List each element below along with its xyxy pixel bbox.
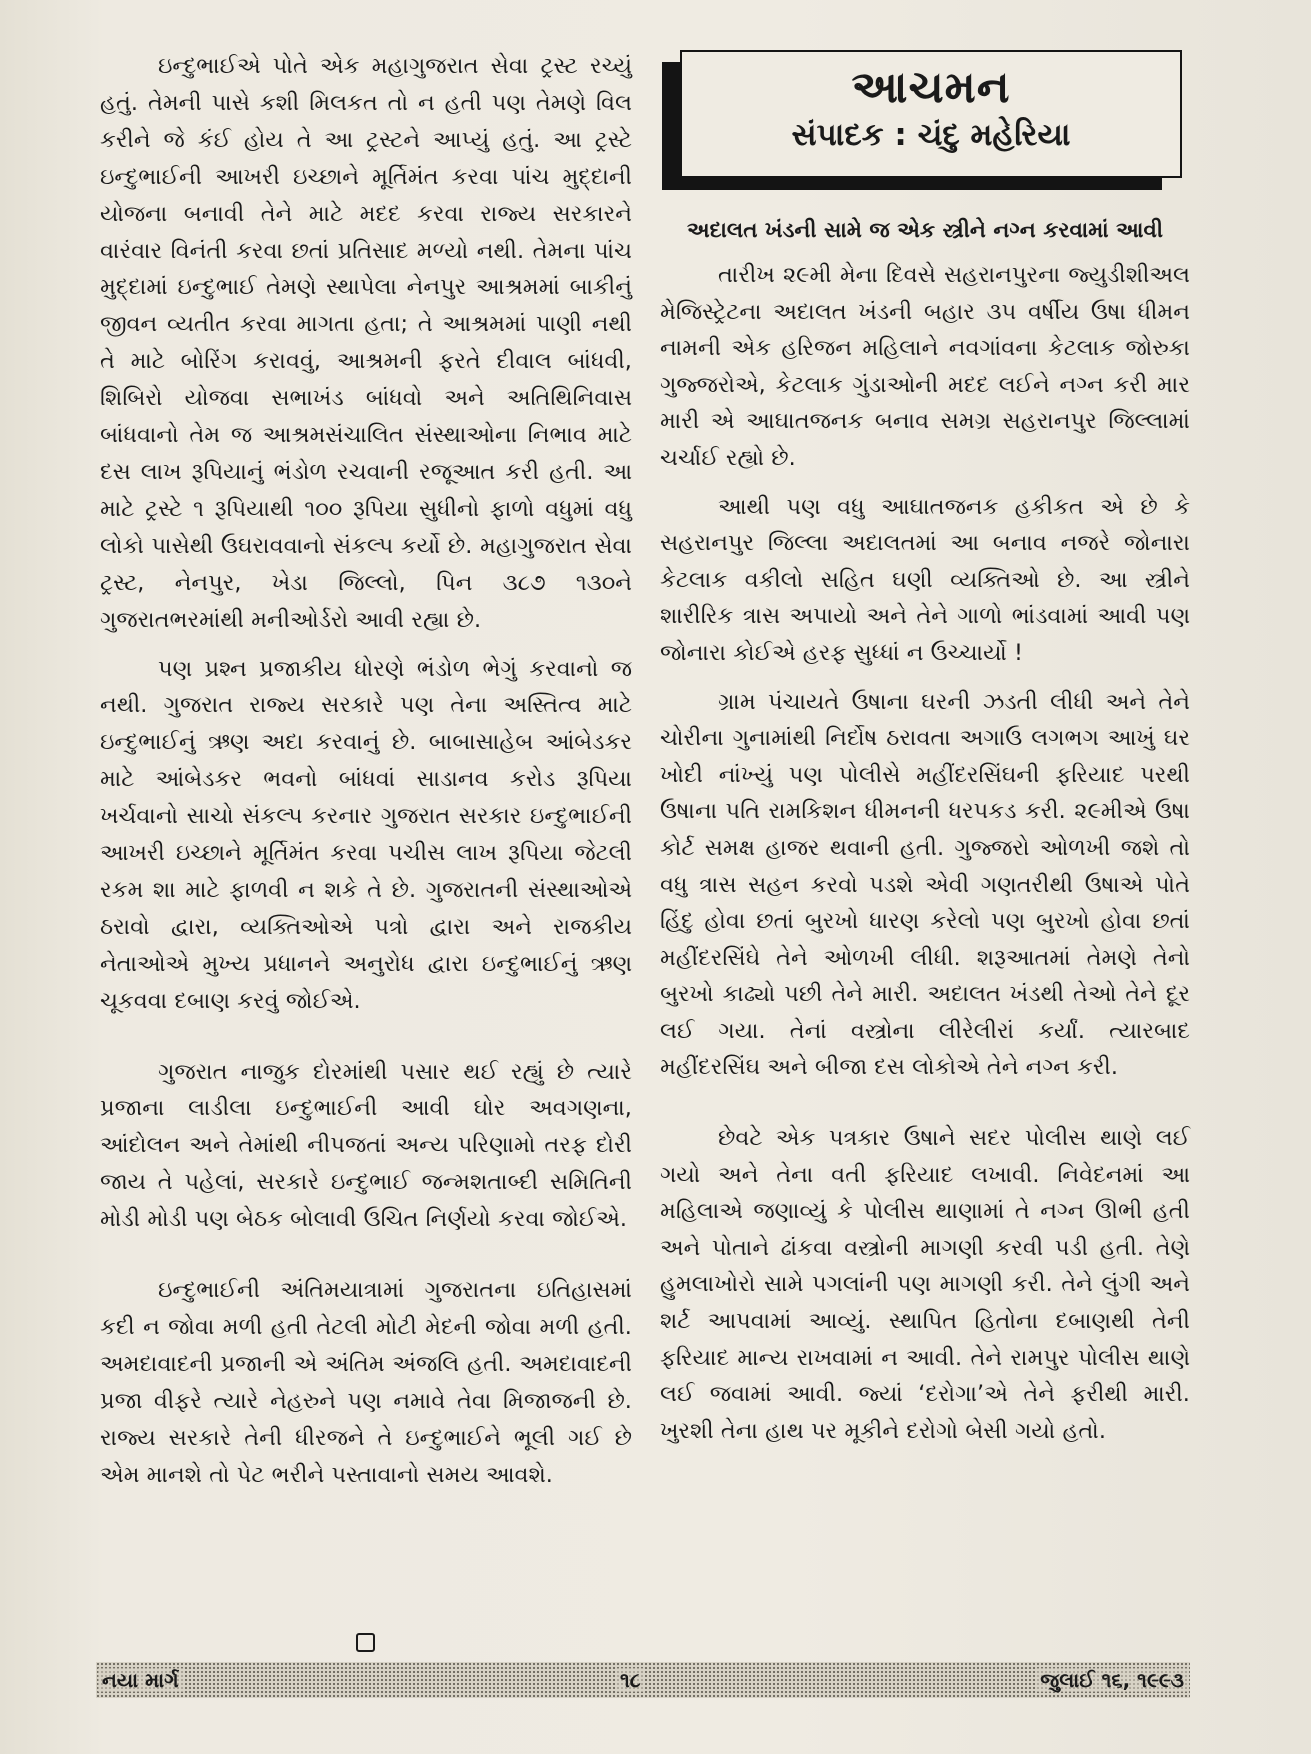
- right-column: [660, 50, 1190, 1461]
- right-paragraph-2: આથી પણ વધુ આઘાતજનક હકીકત એ છે કે સહરાનપુર જિલ્લા અદાલતમાં આ બનાવ નજરે જોનારા કેટલાક વકીલો સહિત ઘણી વ્યક્તિઓ છે. આ સ્ત્રીને શારીરિક ત્રાસ અપાયો અને તેને ગાળો ભાંડવામાં આવી પણ જોનારા કોઈએ હરફ સુધ્ધાં ન ઉચ્ચાર્યો !: [660, 493, 1190, 666]
- article-headline: અદાલત ખંડની સામે જ એક સ્ત્રીને નગ્ન કરવામાં આવી: [686, 218, 1164, 243]
- footer-date: જુલાઈ ૧૬, ૧૯૯૩: [1036, 1668, 1188, 1692]
- footer-publication: નયા માર્ગ: [98, 1668, 183, 1692]
- right-paragraph-4: છેવટે એક પત્રકાર ઉષાને સદર પોલીસ થાણે લઈ ગયો અને તેના વતી ફરિયાદ લખાવી. નિવેદનમાં આ મહિલાએ જણાવ્યું કે પોલીસ થાણામાં તે નગ્ન ઊભી હતી અને પોતાને ઢાંકવા વસ્ત્રોની માગણી કરવી પડી હતી. તેણે હુમલાખોરો સામે પગલાંની પણ માગણી કરી. તેને લુંગી અને શર્ટ આપવામાં આવ્યું. સ્થાપિત હિતોના દબાણથી તેની ફરિયાદ માન્ય રાખવામાં ન આવી. તેને રામપુર પોલીસ થાણે લઈ જવામાં આવી. જ્યાં ‘દરોગા’એ તેને ફરીથી મારી. ખુરશી તેના હાથ પર મૂકીને દરોગો બેસી ગયો હતો.: [660, 1125, 1190, 1444]
- end-of-article-mark: [356, 1633, 375, 1652]
- left-column: [100, 48, 632, 1506]
- left-paragraph-3: ગુજરાત નાજુક દોરમાંથી પસાર થઈ રહ્યું છે ત્યારે પ્રજાના લાડીલા ઇન્દુભાઈની આવી ઘોર અવગણના, આંદોલન અને તેમાંથી નીપજતાં અન્ય પરિણામો તરફ દોરી જાય તે પહેલાં, સરકારે ઇન્દુભાઈ જન્મશતાબ્દી સમિતિની મોડી મોડી પણ બેઠક બોલાવી ઉચિત નિર્ણયો કરવા જોઈએ.: [100, 1058, 632, 1233]
- right-paragraph-3: ગ્રામ પંચાયતે ઉષાના ઘરની ઝડતી લીધી અને તેને ચોરીના ગુનામાંથી નિર્દોષ ઠરાવતા અગાઉ લગભગ આખું ઘર ખોદી નાંખ્યું પણ પોલીસે મહીંદરસિંઘની ફરિયાદ પરથી ઉષાના પતિ રામકિશન ધીમનની ધરપકડ કરી. ૨૯મીએ ઉષા કોર્ટ સમક્ષ હાજર થવાની હતી. ગુજ્જરો ઓળખી જશે તો વધુ ત્રાસ સહન કરવો પડશે એવી ગણતરીથી ઉષાએ પોતે હિંદુ હોવા છતાં બુરખો ધારણ કરેલો પણ બુરખો હોવા છતાં મહીંદરસિંઘે તેને ઓળખી લીધી. શરૂઆતમાં તેમણે તેનો બુરખો કાઢ્યો પછી તેને મારી. અદાલત ખંડથી તેઓ તેને દૂર લઈ ગયા. તેનાં વસ્ત્રોના લીરેલીરાં કર્યાં. ત્યારબાદ મહીંદરસિંઘ અને બીજા દસ લોકોએ તેને નગ્ન કરી.: [660, 688, 1190, 1081]
- page-footer: [96, 1662, 1190, 1698]
- left-paragraph-4: ઇન્દુભાઈની અંતિમયાત્રામાં ગુજરાતના ઇતિહાસમાં કદી ન જોવા મળી હતી તેટલી મોટી મેદની જોવા મળી હતી. અમદાવાદની પ્રજાની એ અંતિમ અંજલિ હતી. અમદાવાદની પ્રજા વીફરે ત્યારે નેહરુને પણ નમાવે તેવા મિજાજની છે. રાજ્ય સરકારે તેની ધીરજને તે ઇન્દુભાઈને ભૂલી ગઈ છે એમ માનશે તો પેટ ભરીને પસ્તાવાનો સમય આવશે.: [100, 1277, 632, 1488]
- footer-page-number: ૧૮: [616, 1668, 645, 1692]
- masthead-box: [680, 50, 1182, 178]
- column-editor: સંપાદક : ચંદુ મહેરિયા: [791, 117, 1071, 153]
- column-title: આચમન: [851, 62, 1011, 113]
- right-paragraph-1: તારીખ ૨૯મી મેના દિવસે સહરાનપુરના જ્યુડીશીઅલ મેજિસ્ટ્રેટના અદાલત ખંડની બહાર ૩૫ વર્ષીય ઉષા ધીમન નામની એક હરિજન મહિલાને નવગાંવના કેટલાક જોરુકા ગુજ્જરોએ, કેટલાક ગુંડાઓની મદદ લઈને નગ્ન કરી માર મારી એ આઘાતજનક બનાવ સમગ્ર સહરાનપુર જિલ્લામાં ચર્ચાઈ રહ્યો છે.: [660, 262, 1190, 471]
- column-masthead: [662, 50, 1187, 190]
- left-paragraph-1: ઇન્દુભાઈએ પોતે એક મહાગુજરાત સેવા ટ્રસ્ટ રચ્યું હતું. તેમની પાસે કશી મિલકત તો ન હતી પણ તેમણે વિલ કરીને જે કંઈ હોય તે આ ટ્રસ્ટને આપ્યું હતું. આ ટ્રસ્ટે ઇન્દુભાઈની આખરી ઇચ્છાને મૂર્તિમંત કરવા પાંચ મુદ્દાની યોજના બનાવી તેને માટે મદદ કરવા રાજ્ય સરકારને વારંવાર વિનંતી કરવા છતાં પ્રતિસાદ મળ્યો નથી. તેમના પાંચ મુદ્દામાં ઇન્દુભાઈ તેમણે સ્થાપેલા નેનપુર આશ્રમમાં બાકીનું જીવન વ્યતીત કરવા માગતા હતા; તે આશ્રમમાં પાણી નથી તે માટે બોરિંગ કરાવવું, આશ્રમની ફરતે દીવાલ બાંધવી, શિબિરો યોજવા સભાખંડ બાંધવો અને અતિથિનિવાસ બાંધવાનો તેમ જ આશ્રમસંચાલિત સંસ્થાઓના નિભાવ માટે દસ લાખ રૂપિયાનું ભંડોળ રચવાની રજૂઆત કરી હતી. આ માટે ટ્રસ્ટે ૧ રૂપિયાથી ૧૦૦ રૂપિયા સુધીનો ફાળો વધુમાં વધુ લોકો પાસેથી ઉઘરાવવાનો સંકલ્પ કર્યો છે. મહાગુજરાત સેવા ટ્રસ્ટ, નેનપુર, ખેડા જિલ્લો, પિન ૩૮૭ ૧૩૦ને ગુજરાતભરમાંથી મનીઓર્ડરો આવી રહ્યા છે.: [100, 53, 632, 633]
- left-paragraph-2: પણ પ્રશ્ન પ્રજાકીય ધોરણે ભંડોળ ભેગું કરવાનો જ નથી. ગુજરાત રાજ્ય સરકારે પણ તેના અસ્તિત્વ માટે ઇન્દુભાઈનું ઋણ અદા કરવાનું છે. બાબાસાહેબ આંબેડકર માટે આંબેડકર ભવનો બાંધવાં સાડાનવ કરોડ રૂપિયા ખર્ચવાનો સાચો સંકલ્પ કરનાર ગુજરાત સરકાર ઇન્દુભાઈની આખરી ઇચ્છાને મૂર્તિમંત કરવા પચીસ લાખ રૂપિયા જેટલી રકમ શા માટે ફાળવી ન શકે તે છે. ગુજરાતની સંસ્થાઓએ ઠરાવો દ્વારા, વ્યક્તિઓએ પત્રો દ્વારા અને રાજકીય નેતાઓએ મુખ્ય પ્રધાનને અનુરોધ દ્વારા ઇન્દુભાઈનું ઋણ ચૂકવવા દબાણ કરવું જોઈએ.: [100, 655, 632, 1014]
